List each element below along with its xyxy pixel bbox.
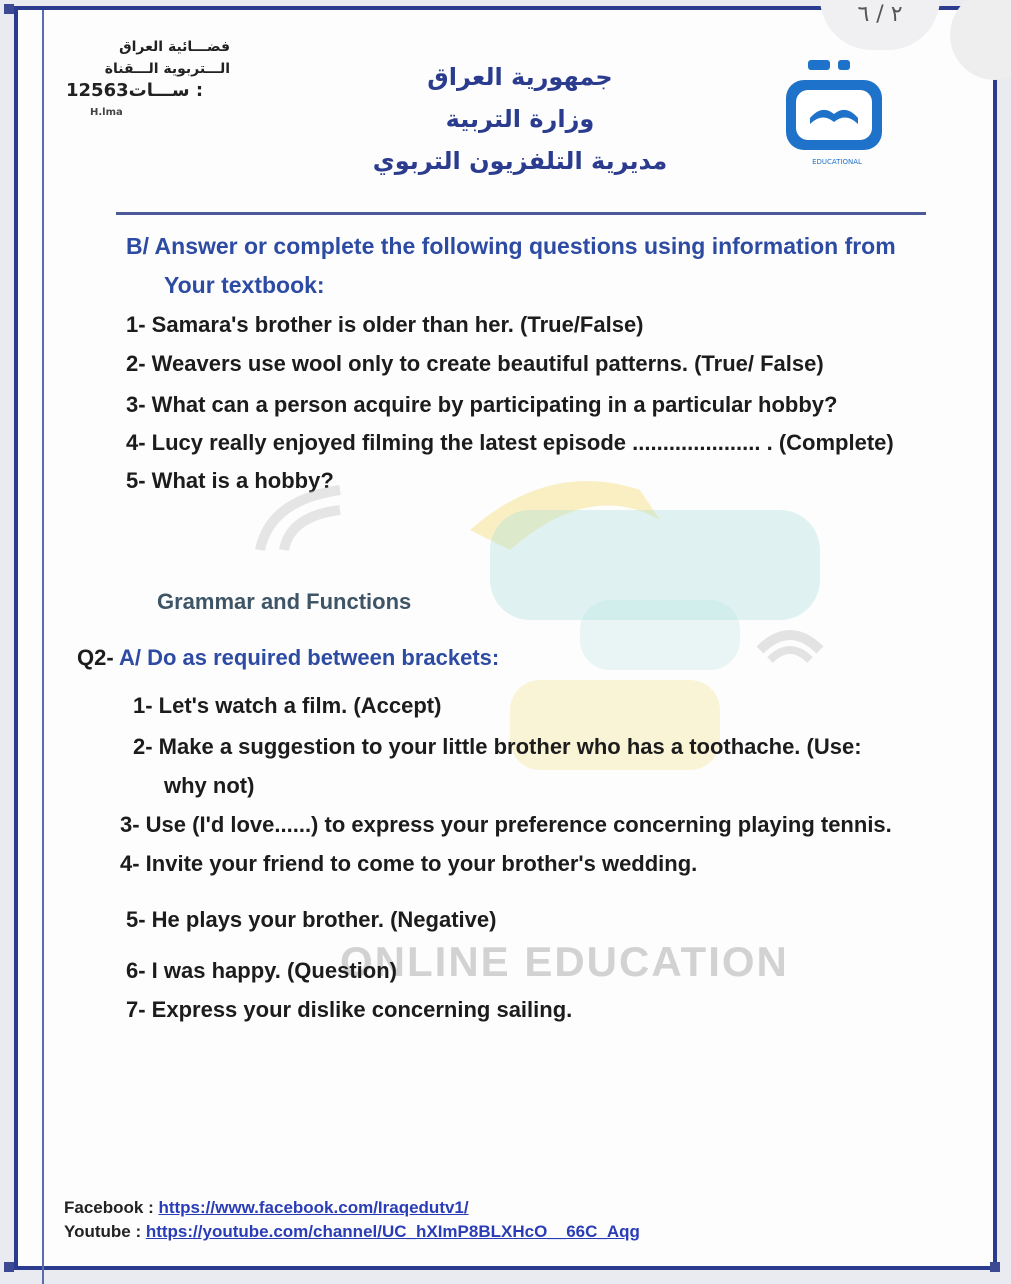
- list-item: 1- Samara's brother is older than her. (True/False): [126, 312, 644, 337]
- watermark-text: ONLINE EDUCATION: [340, 938, 789, 985]
- header-divider: [116, 212, 926, 215]
- list-item: 4- Invite your friend to come to your brother's wedding.: [120, 851, 698, 876]
- youtube-line: [64, 1220, 640, 1244]
- channel-frequency: 12563ســـات :: [66, 80, 204, 101]
- list-item: 4- Lucy really enjoyed filming the latest episode ..................... . (Complete): [126, 430, 894, 455]
- channel-line-2: الـــتربوية الـــقناة: [104, 61, 230, 77]
- facebook-link[interactable]: https://www.facebook.com/Iraqedutv1/: [158, 1198, 469, 1217]
- facebook-label: Facebook :: [64, 1198, 159, 1217]
- q2-heading: A/ Do as required between brackets:: [118, 645, 500, 670]
- corner-mark: [4, 1262, 14, 1272]
- list-item: 2- Weavers use wool only to create beautiful patterns. (True/ False): [126, 351, 824, 376]
- channel-line-4: H.lma: [90, 107, 123, 118]
- page-frame: [14, 6, 997, 1270]
- q2-prefix: Q2-: [77, 645, 114, 670]
- q2-label: [77, 645, 499, 671]
- list-item: 5- He plays your brother. (Negative): [126, 907, 497, 932]
- logo-caption: EDUCATIONAL: [812, 158, 862, 166]
- facebook-line: [64, 1196, 640, 1220]
- youtube-link[interactable]: https://youtube.com/channel/UC_hXImP8BLXHcO__66C_Aqg: [145, 1222, 640, 1241]
- header-ministry: وزارة التربية: [445, 105, 595, 133]
- channel-line-1: فضـــائية العراق: [119, 39, 230, 55]
- list-item: 5- What is a hobby?: [126, 468, 334, 493]
- list-item-cont: why not): [164, 773, 255, 798]
- section-b-heading: B/ Answer or complete the following questions using information from: [126, 233, 896, 259]
- list-item: 3- Use (I'd love......) to express your preference concerning playing tennis.: [120, 812, 892, 837]
- grammar-title: Grammar and Functions: [157, 589, 412, 614]
- corner-mark: [4, 4, 14, 14]
- header-directorate: مديرية التلفزيون التربوي: [372, 147, 668, 175]
- channel-info: [60, 36, 230, 124]
- wifi-icon: [240, 480, 360, 560]
- list-item: 2- Make a suggestion to your little brother who has a toothache. (Use:: [133, 734, 862, 759]
- list-item: 3- What can a person acquire by participating in a particular hobby?: [126, 392, 838, 417]
- page-number: ٢ / ٦: [820, 0, 940, 50]
- footer-links: [64, 1196, 640, 1244]
- list-item: 1- Let's watch a film. (Accept): [133, 693, 442, 718]
- youtube-label: Youtube :: [64, 1222, 146, 1241]
- tv-logo: [782, 60, 892, 170]
- list-item: 6- I was happy. (Question): [126, 958, 397, 983]
- corner-mark: [990, 1262, 1000, 1272]
- header-republic: جمهورية العراق: [427, 63, 613, 91]
- section-b-heading-cont: Your textbook:: [164, 272, 325, 298]
- ministry-header: [340, 56, 700, 182]
- list-item: 7- Express your dislike concerning sailing.: [126, 997, 573, 1022]
